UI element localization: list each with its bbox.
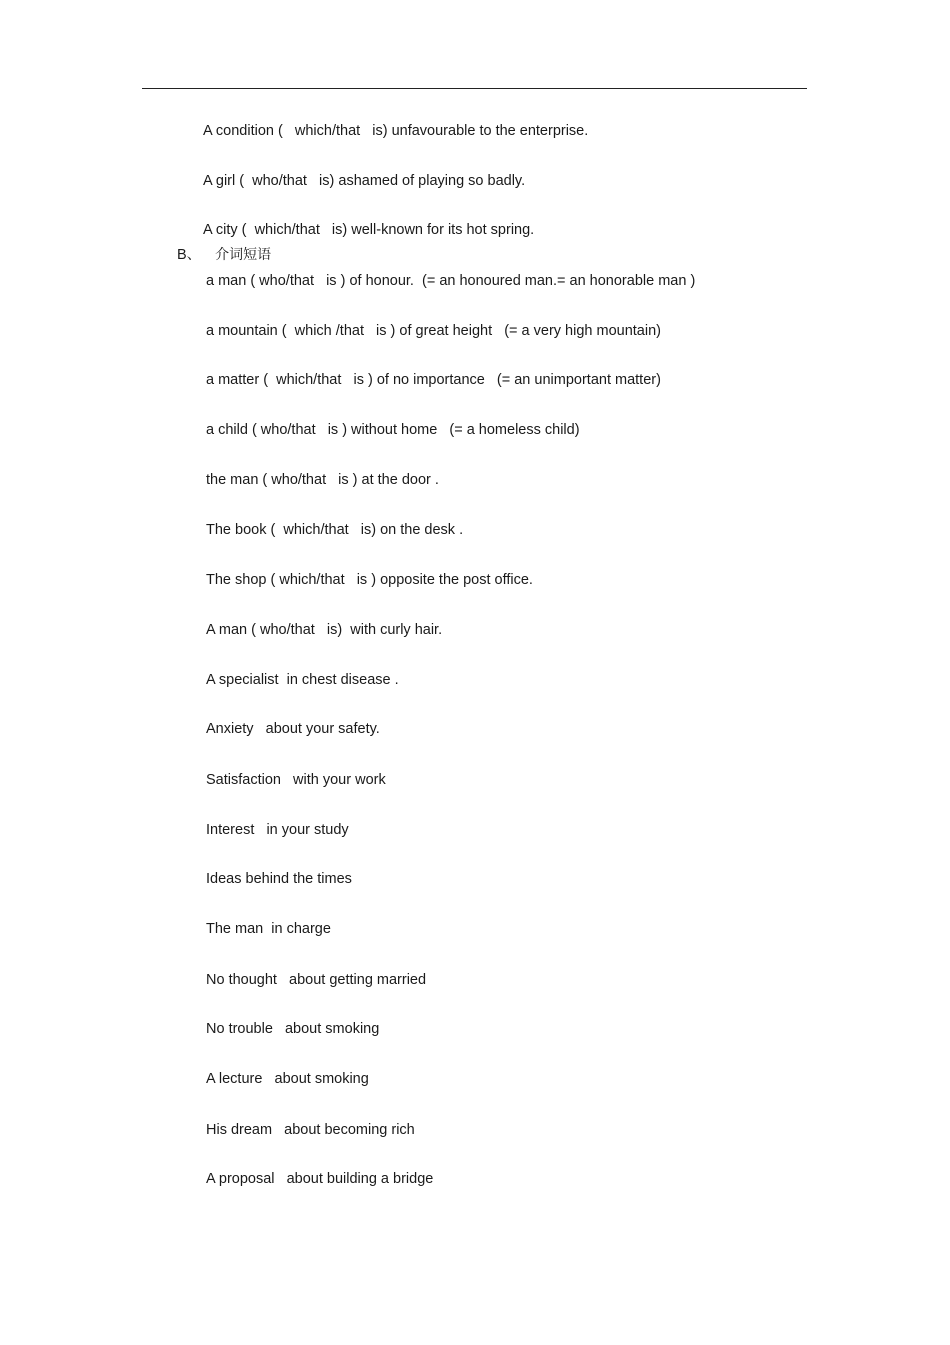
header-rule [142,88,807,89]
phrase-line: His dream about becoming rich [206,1122,415,1138]
phrase-line: The book ( which/that is) on the desk . [206,522,464,538]
phrase-line: Ideas behind the times [206,871,352,887]
phrase-line: No trouble about smoking [206,1021,380,1037]
phrase-line: A man ( who/that is) with curly hair. [206,622,443,638]
phrase-line: a mountain ( which /that is ) of great height (= a very high mountain) [206,323,661,339]
phrase-line: Interest in your study [206,822,349,838]
phrase-line: A proposal about building a bridge [206,1171,434,1187]
intro-line: A girl ( who/that is) ashamed of playing so badly. [203,173,526,189]
phrase-line: The shop ( which/that is ) opposite the post office. [206,572,533,588]
section-b-title: 介词短语 [215,247,272,263]
section-b-marker: B、 [177,247,202,263]
intro-line: A city ( which/that is) well-known for its hot spring. [203,222,535,238]
phrase-line: A lecture about smoking [206,1071,369,1087]
phrase-line: the man ( who/that is ) at the door . [206,472,439,488]
phrase-line: Satisfaction with your work [206,772,386,788]
section-b-heading [177,246,271,264]
intro-line: A condition ( which/that is) unfavourable to the enterprise. [203,123,589,139]
phrase-line: No thought about getting married [206,972,427,988]
phrase-line: A specialist in chest disease . [206,672,399,688]
phrase-line: a matter ( which/that is ) of no importance (= an unimportant matter) [206,372,661,388]
phrase-line: a child ( who/that is ) without home (= a homeless child) [206,422,580,438]
phrase-line: Anxiety about your safety. [206,721,380,737]
phrase-line: The man in charge [206,921,331,937]
phrase-line: a man ( who/that is ) of honour. (= an honoured man.= an honorable man ) [206,273,696,289]
